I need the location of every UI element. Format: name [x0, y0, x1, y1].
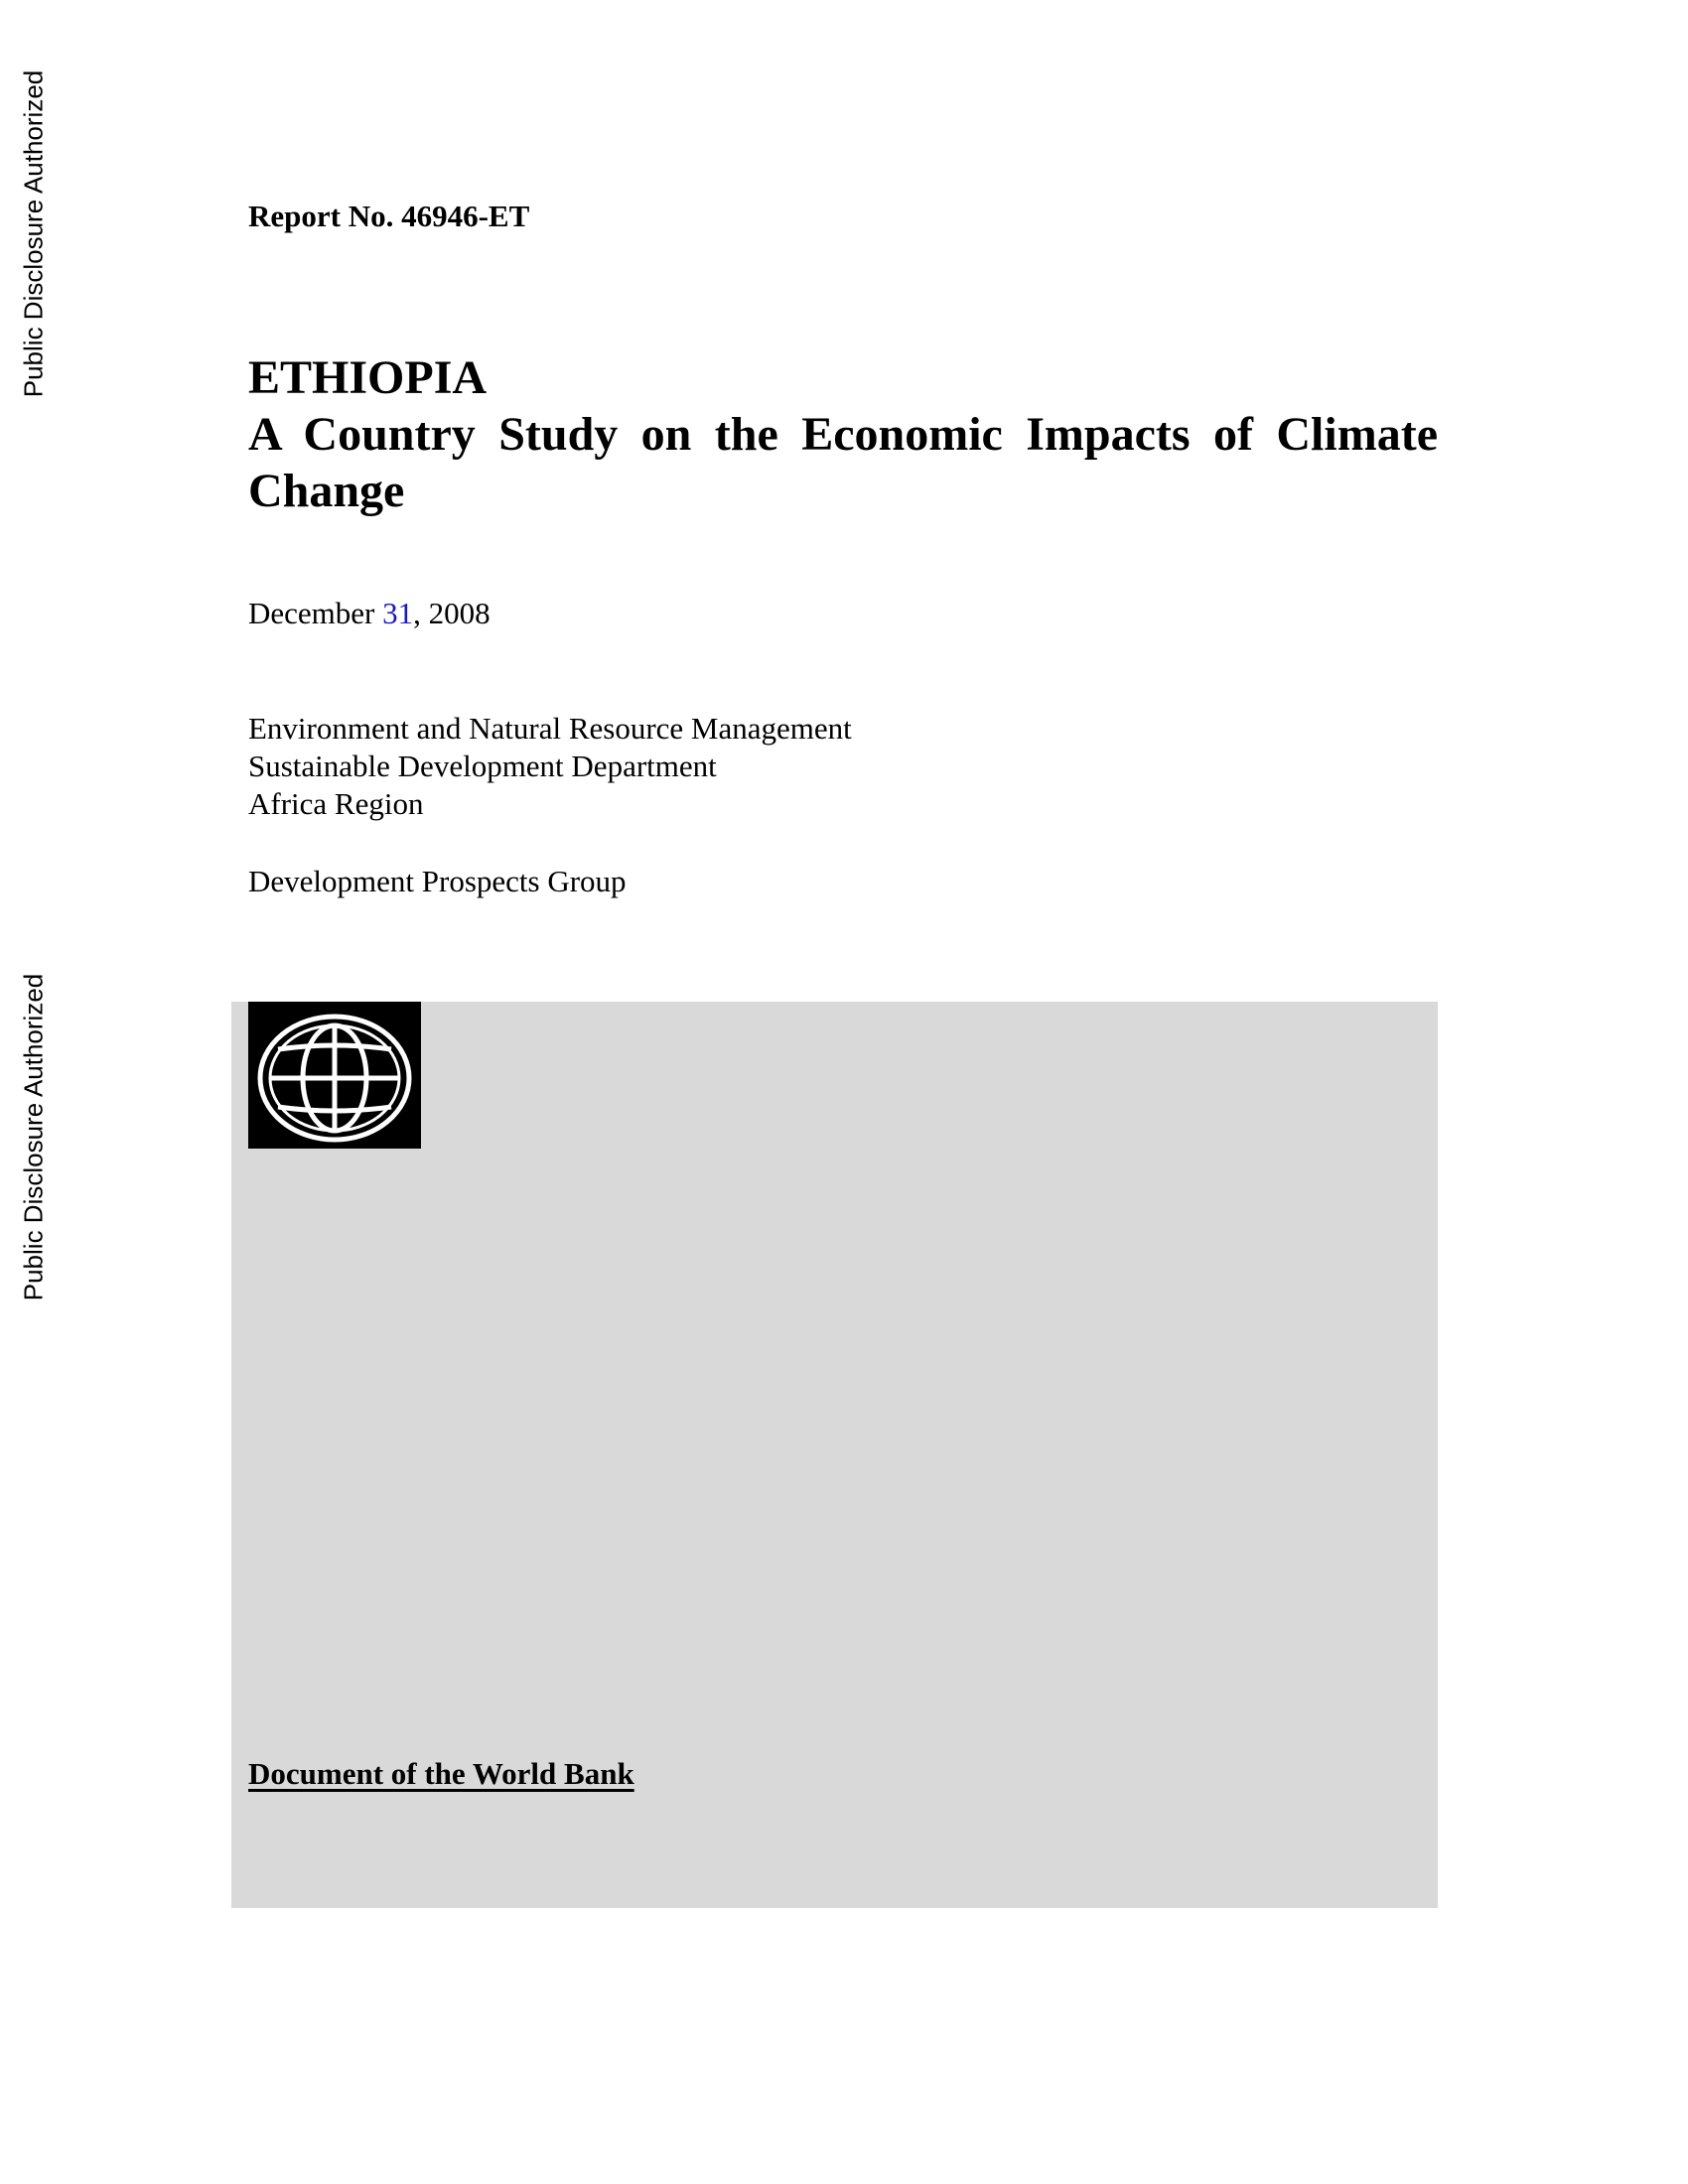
side-label-bottom [14, 953, 54, 1320]
department-line: Environment and Natural Resource Management [248, 711, 852, 746]
report-number: Report No. 46946-ET [248, 199, 530, 233]
department-line: Africa Region [248, 786, 424, 821]
department-block [248, 710, 852, 823]
department-line: Sustainable Development Department [248, 749, 717, 783]
side-label-bottom-text: Public Disclosure Authorized [18, 973, 49, 1300]
title-main: A Country Study on the Economic Impacts of Climate Change [248, 408, 1438, 517]
side-label-top-text: Public Disclosure Authorized [18, 69, 49, 397]
date-rest: , 2008 [413, 596, 491, 630]
group-name: Development Prospects Group [248, 864, 627, 898]
side-label-top [14, 50, 54, 417]
document-title [248, 349, 1438, 519]
date-day: 31 [382, 596, 414, 630]
world-bank-globe-icon [248, 1002, 421, 1149]
document-of-world-bank: Document of the World Bank [248, 1756, 634, 1791]
date-month: December [248, 596, 375, 630]
report-date [248, 596, 491, 631]
title-country: ETHIOPIA [248, 351, 488, 404]
